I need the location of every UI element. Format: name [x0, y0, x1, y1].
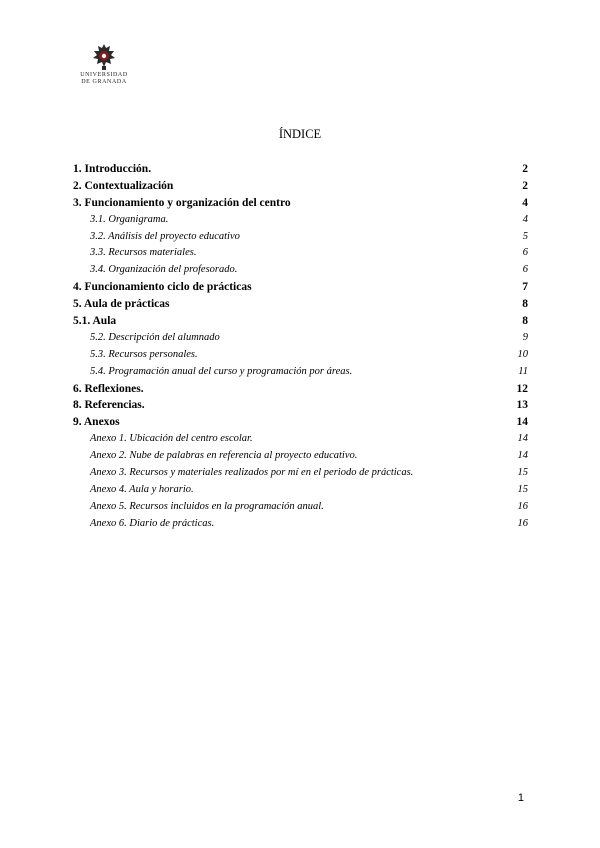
toc-entry-label: 1. Introducción.	[73, 163, 152, 175]
toc-entry-page: 14	[517, 450, 528, 462]
toc-entry-page: 8	[522, 315, 528, 328]
toc-entry-page: 14	[516, 416, 528, 429]
toc-entry-page: 4	[522, 196, 528, 209]
toc-entry-label: Anexo 4. Aula y horario.	[90, 483, 194, 495]
toc-entry-page: 8	[522, 298, 528, 311]
toc-entry[interactable]	[73, 178, 528, 195]
toc-entry[interactable]	[73, 229, 528, 246]
toc-entry[interactable]	[73, 465, 528, 482]
university-logo	[76, 42, 132, 86]
toc-entry-label: 4. Funcionamiento ciclo de prácticas	[73, 281, 252, 294]
toc-entry[interactable]	[73, 195, 528, 212]
toc-entry[interactable]	[73, 397, 528, 414]
toc-entry[interactable]	[73, 499, 528, 516]
toc-entry-page: 2	[522, 163, 528, 175]
toc-entry[interactable]	[73, 262, 528, 279]
toc-entry-label: Anexo 2. Nube de palabras en referencia al proyecto educativo.	[90, 450, 358, 462]
table-of-contents	[73, 161, 528, 533]
toc-entry[interactable]	[73, 161, 528, 178]
toc-entry-label: 8. Referencias.	[73, 399, 145, 412]
page-title: ÍNDICE	[278, 127, 322, 141]
toc-entry-label: 5.1. Aula	[73, 315, 117, 328]
toc-entry-label: 6. Reflexiones.	[73, 382, 144, 395]
toc-entry-page: 13	[516, 399, 528, 412]
toc-entry-page: 2	[522, 179, 528, 192]
toc-entry[interactable]	[73, 212, 528, 229]
toc-entry-label: Anexo 6. Diario de prácticas.	[90, 517, 215, 529]
toc-entry-page: 15	[517, 467, 528, 479]
toc-entry-page: 10	[517, 348, 528, 360]
toc-entry-page: 4	[522, 213, 528, 225]
toc-entry-page: 9	[522, 331, 528, 343]
toc-entry-label: Anexo 5. Recursos incluidos en la programación anual.	[90, 500, 324, 512]
toc-entry-page: 7	[522, 281, 528, 294]
toc-entry-page: 5	[522, 230, 528, 242]
page-number: 1	[517, 792, 524, 804]
toc-entry[interactable]	[73, 296, 528, 313]
toc-entry[interactable]	[73, 414, 528, 431]
toc-entry-page: 12	[516, 382, 528, 395]
toc-entry-label: Anexo 1. Ubicación del centro escolar.	[90, 433, 253, 445]
toc-entry-page: 16	[517, 500, 528, 512]
logo-line-2: DE GRANADA	[81, 79, 127, 85]
toc-entry[interactable]	[73, 279, 528, 296]
toc-entry-page: 11	[518, 365, 528, 377]
toc-entry[interactable]	[73, 347, 528, 364]
toc-entry-label: 9. Anexos	[73, 416, 120, 429]
toc-entry-label: 5.4. Programación anual del curso y programación por áreas.	[90, 365, 353, 377]
toc-entry-page: 14	[517, 433, 528, 445]
toc-entry-label: 3.2. Análisis del proyecto educativo	[90, 230, 240, 242]
toc-entry[interactable]	[73, 313, 528, 330]
toc-entry-label: 3. Funcionamiento y organización del centro	[73, 196, 291, 209]
toc-entry[interactable]	[73, 330, 528, 347]
toc-entry-page: 6	[522, 264, 528, 276]
toc-entry-page: 6	[522, 247, 528, 259]
toc-entry[interactable]	[73, 245, 528, 262]
toc-entry-label: 2. Contextualización	[73, 179, 174, 192]
toc-entry[interactable]	[73, 381, 528, 398]
toc-entry-page: 16	[517, 517, 528, 529]
toc-entry-label: 3.1. Organigrama.	[90, 213, 169, 225]
logo-line-1: UNIVERSIDAD	[80, 72, 128, 78]
toc-entry-label: 3.3. Recursos materiales.	[90, 247, 197, 259]
toc-entry-label: Anexo 3. Recursos y materiales realizados por mí en el periodo de prácticas.	[90, 467, 414, 479]
toc-entry[interactable]	[73, 431, 528, 448]
toc-entry[interactable]	[73, 516, 528, 533]
toc-entry-page: 15	[517, 483, 528, 495]
toc-entry-label: 5.2. Descripción del alumnado	[90, 331, 220, 343]
toc-entry-label: 5.3. Recursos personales.	[90, 348, 198, 360]
toc-entry-label: 3.4. Organización del profesorado.	[90, 264, 238, 276]
toc-entry[interactable]	[73, 448, 528, 465]
toc-entry[interactable]	[73, 482, 528, 499]
toc-entry-label: 5. Aula de prácticas	[73, 298, 170, 311]
toc-entry[interactable]	[73, 364, 528, 381]
university-crest-icon	[89, 42, 119, 72]
